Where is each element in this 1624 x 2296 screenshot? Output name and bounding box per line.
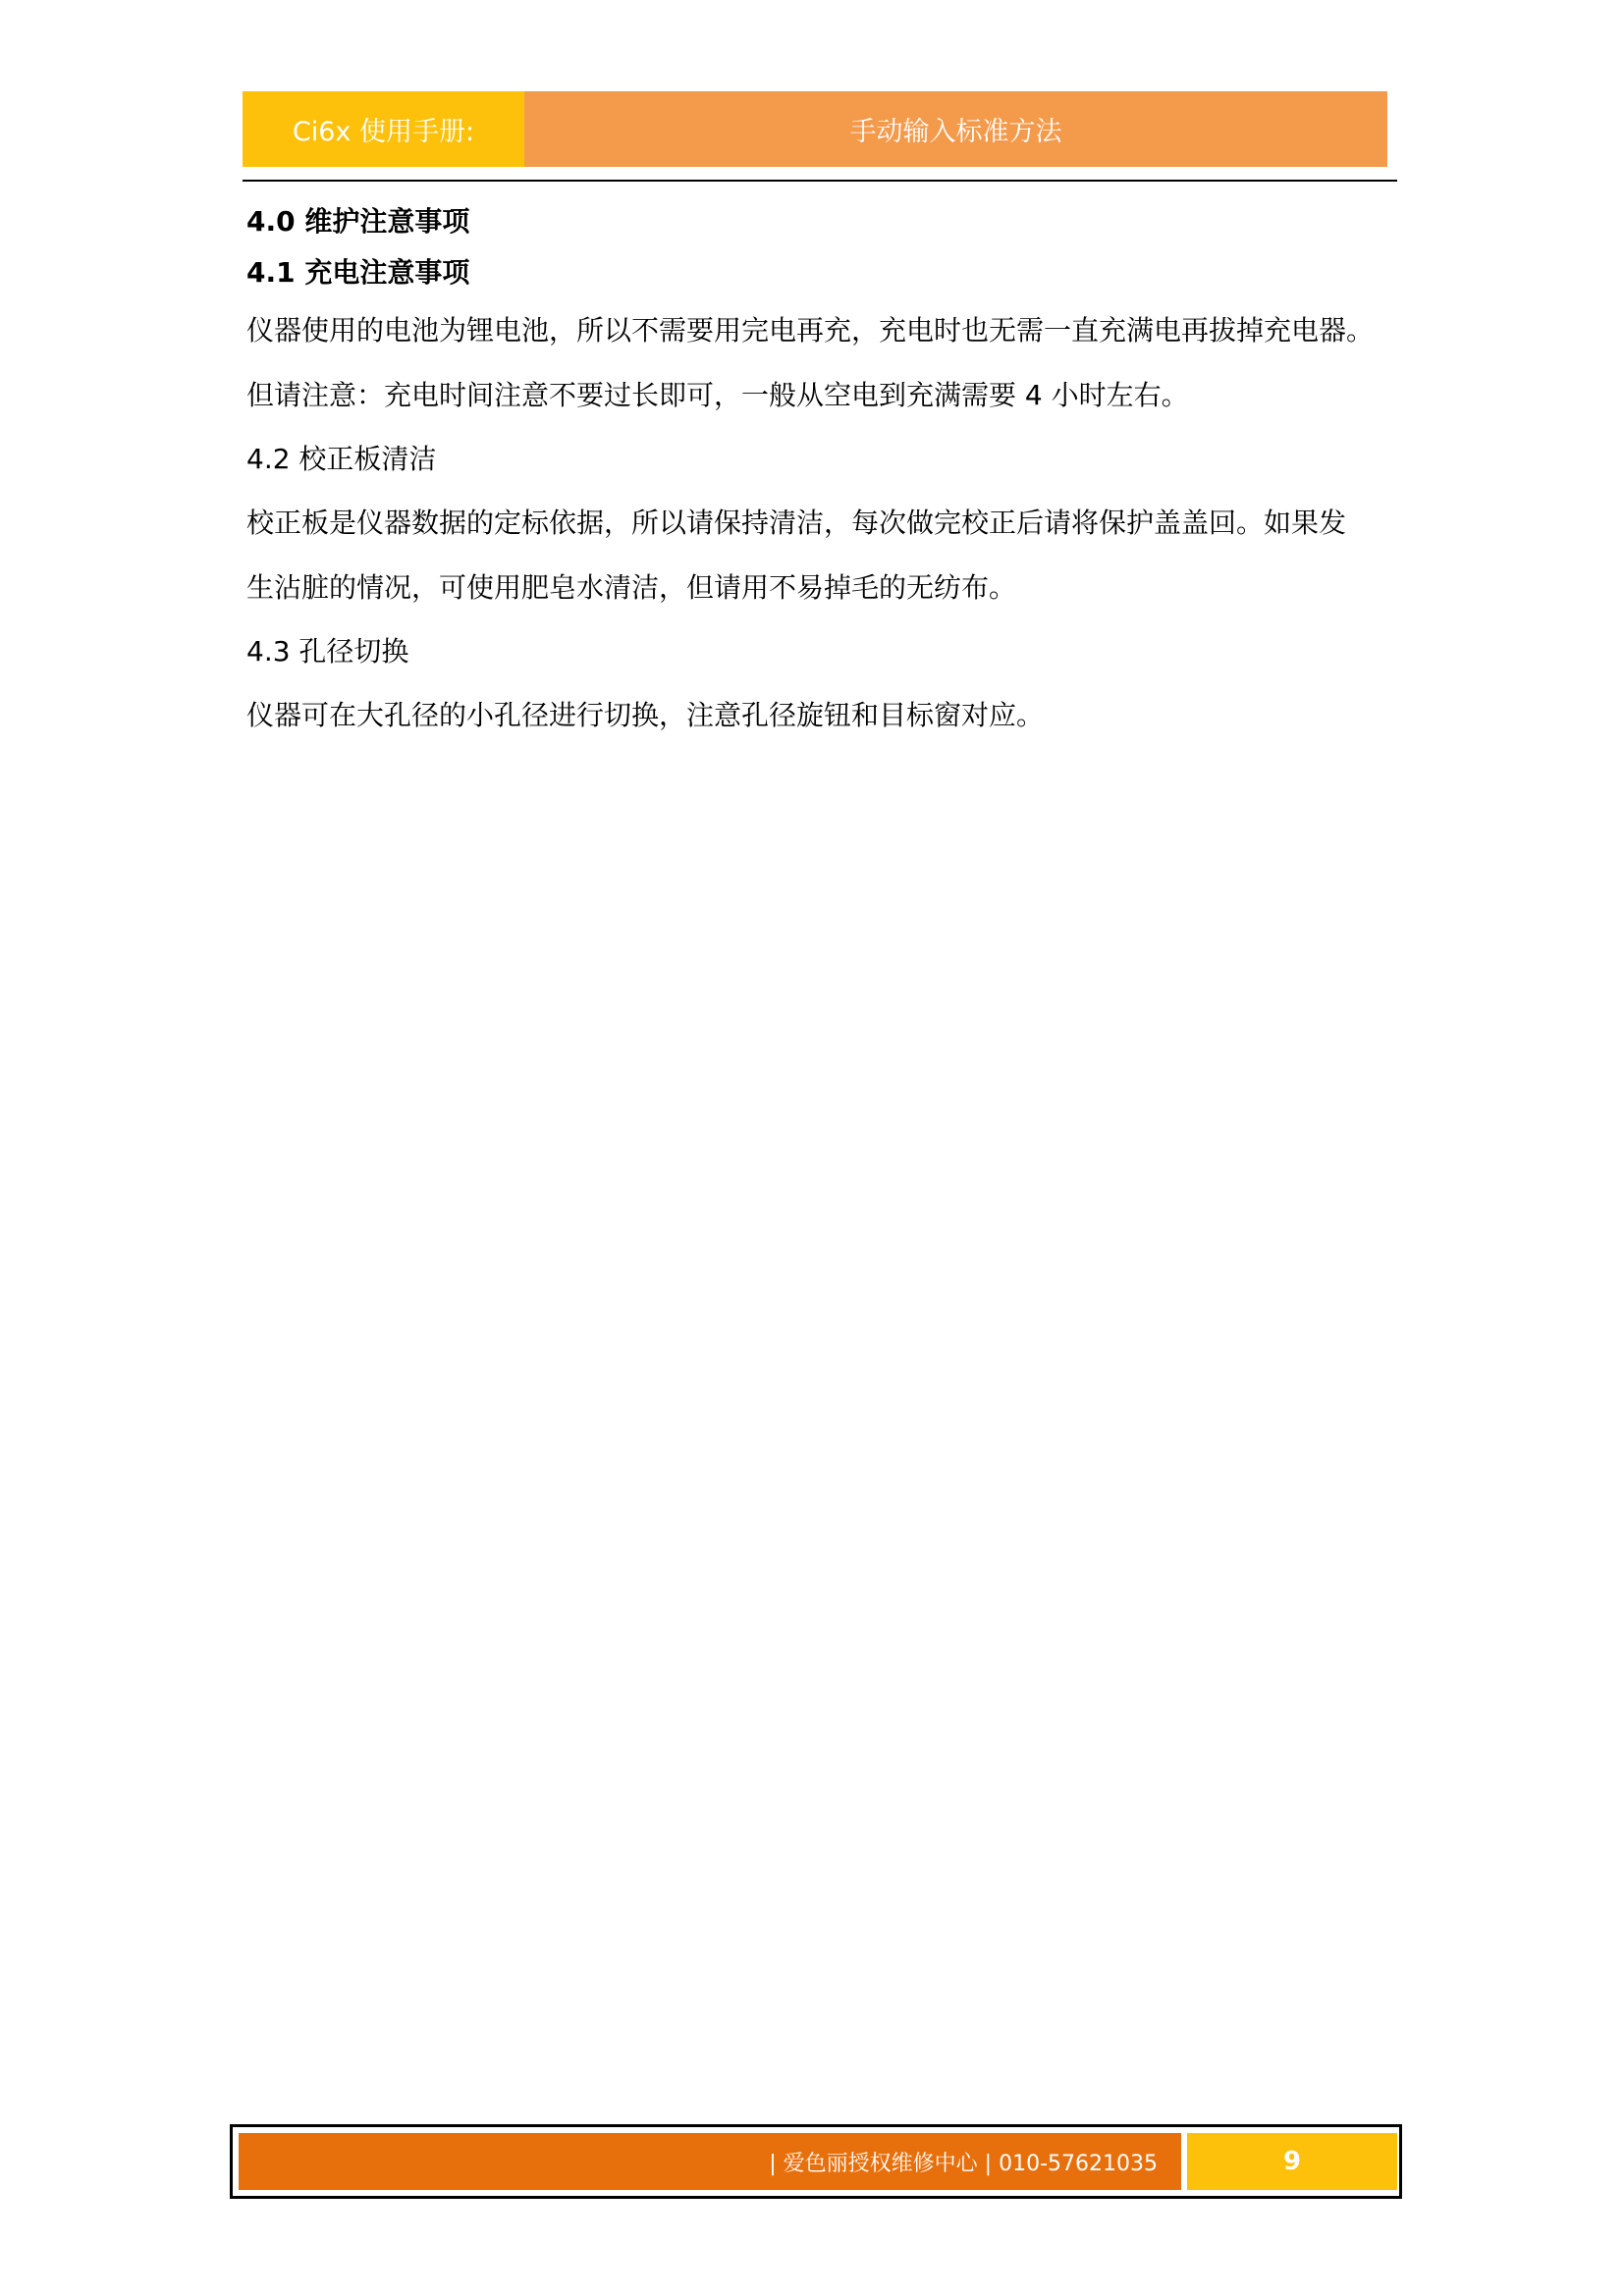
header-section-title: 手动输入标准方法 (524, 91, 1387, 167)
header-manual-title: Ci6x 使用手册: (243, 91, 524, 167)
calibration-paragraph-line: 生沾脏的情况，可使用肥皂水清洁，但请用不易掉毛的无纺布。 (246, 571, 1017, 604)
calibration-paragraph-line: 校正板是仪器数据的定标依据，所以请保持清洁，每次做完校正后请将保护盖盖回。如果发 (246, 507, 1347, 539)
document-body (246, 196, 1395, 748)
charging-paragraph-line: 但请注意：充电时间注意不要过长即可，一般从空电到充满需要 4 小时左右。 (246, 379, 1189, 411)
calibration-plate-heading: 4.2 校正板清洁 (246, 443, 437, 475)
page-footer (230, 2124, 1402, 2199)
page-number: 9 (1187, 2133, 1397, 2190)
charging-paragraph-line: 仪器使用的电池为锂电池，所以不需要用完电再充，充电时也无需一直充满电再拔掉充电器。 (246, 314, 1375, 347)
page-header (243, 91, 1387, 167)
header-divider (243, 180, 1397, 182)
aperture-heading: 4.3 孔径切换 (246, 635, 409, 667)
footer-contact: | 爱色丽授权维修中心 | 010-57621035 (239, 2133, 1181, 2190)
aperture-paragraph-line: 仪器可在大孔径的小孔径进行切换，注意孔径旋钮和目标窗对应。 (246, 699, 1045, 731)
section-heading: 4.0 维护注意事项 (246, 205, 470, 238)
charging-heading: 4.1 充电注意事项 (246, 256, 470, 289)
